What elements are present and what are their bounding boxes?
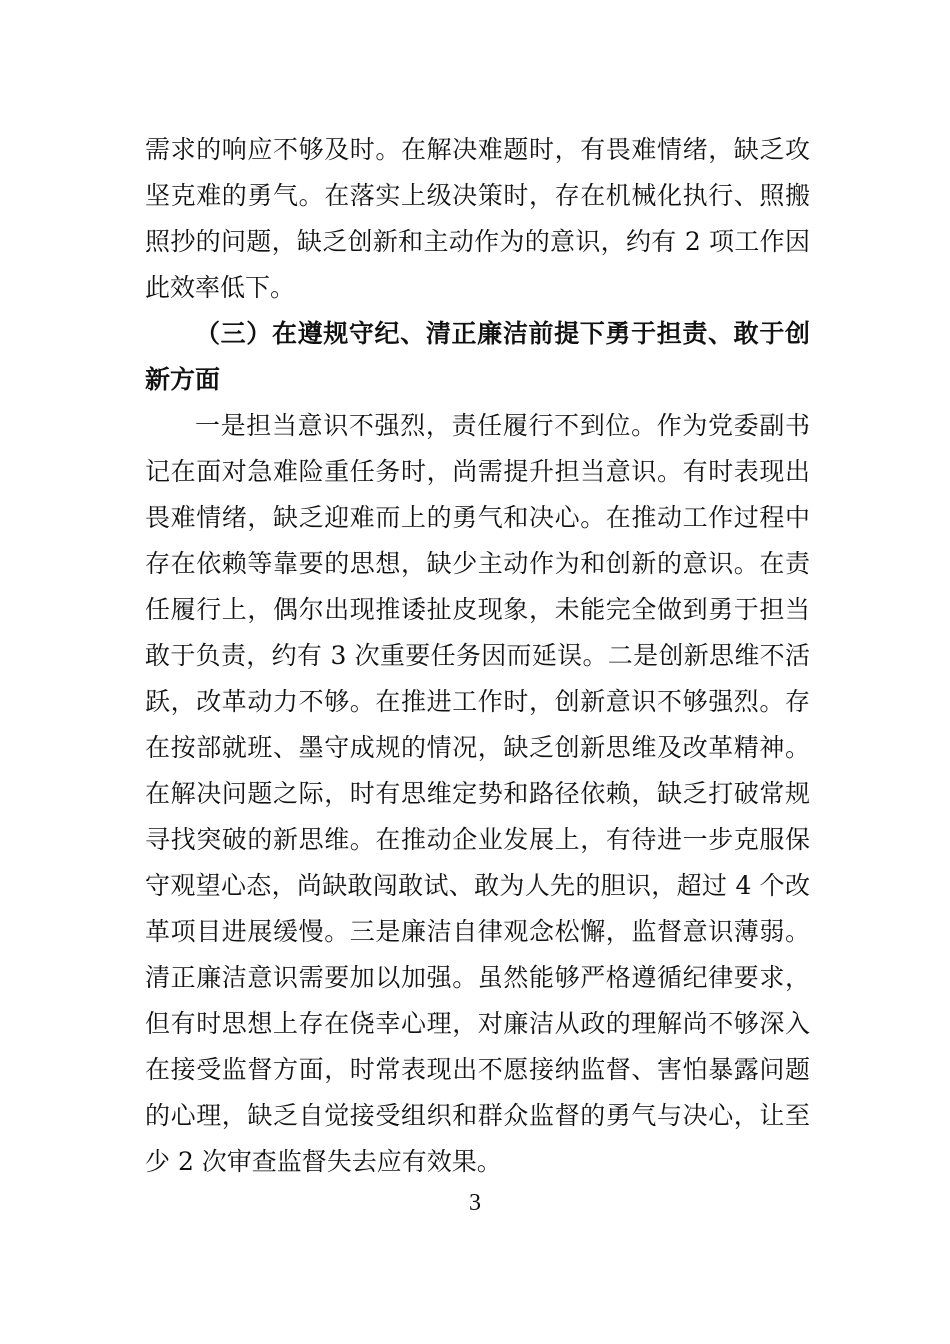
body-line: 寻找突破的新思维。在推动企业发展上，有待进一步克服保: [145, 825, 810, 854]
body-line: 在按部就班、墨守成规的情况，缺乏创新思维及改革精神。: [145, 733, 810, 762]
body-line: 在解决问题之际，时有思维定势和路径依赖，缺乏打破常规: [145, 779, 810, 808]
section-heading-line: （三）在遵规守纪、清正廉洁前提下勇于担责、敢于创: [195, 319, 810, 348]
body-line: 守观望心态，尚缺敢闯敢试、敢为人先的胆识，超过 4 个改: [145, 871, 810, 900]
body-line: 需求的响应不够及时。在解决难题时，有畏难情绪，缺乏攻: [145, 135, 810, 164]
body-line: 存在依赖等靠要的思想，缺少主动作为和创新的意识。在责: [145, 549, 810, 578]
body-line: 敢于负责，约有 3 次重要任务因而延误。二是创新思维不活: [145, 641, 810, 670]
body-line: 坚克难的勇气。在落实上级决策时，存在机械化执行、照搬: [145, 181, 810, 210]
page-number: 3: [469, 1190, 481, 1216]
body-line: 任履行上，偶尔出现推诿扯皮现象，未能完全做到勇于担当: [145, 595, 810, 624]
body-line: 照抄的问题，缺乏创新和主动作为的意识，约有 2 项工作因: [145, 227, 810, 256]
section-heading-line: 新方面: [145, 365, 221, 394]
body-line: 革项目进展缓慢。三是廉洁自律观念松懈，监督意识薄弱。: [145, 917, 810, 946]
body-line: 的心理，缺乏自觉接受组织和群众监督的勇气与决心，让至: [145, 1101, 810, 1130]
body-line: 跃，改革动力不够。在推进工作时，创新意识不够强烈。存: [145, 687, 810, 716]
body-line: 记在面对急难险重任务时，尚需提升担当意识。有时表现出: [145, 457, 810, 486]
body-line: 畏难情绪，缺乏迎难而上的勇气和决心。在推动工作过程中: [145, 503, 810, 532]
body-line: 清正廉洁意识需要加以加强。虽然能够严格遵循纪律要求，: [145, 963, 810, 992]
body-line: 少 2 次审查监督失去应有效果。: [145, 1147, 502, 1176]
body-line: 但有时思想上存在侥幸心理，对廉洁从政的理解尚不够深入: [145, 1009, 810, 1038]
body-line: 此效率低下。: [145, 273, 296, 302]
body-line: 在接受监督方面，时常表现出不愿接纳监督、害怕暴露问题: [145, 1055, 810, 1084]
body-line: 一是担当意识不强烈，责任履行不到位。作为党委副书: [195, 411, 810, 440]
